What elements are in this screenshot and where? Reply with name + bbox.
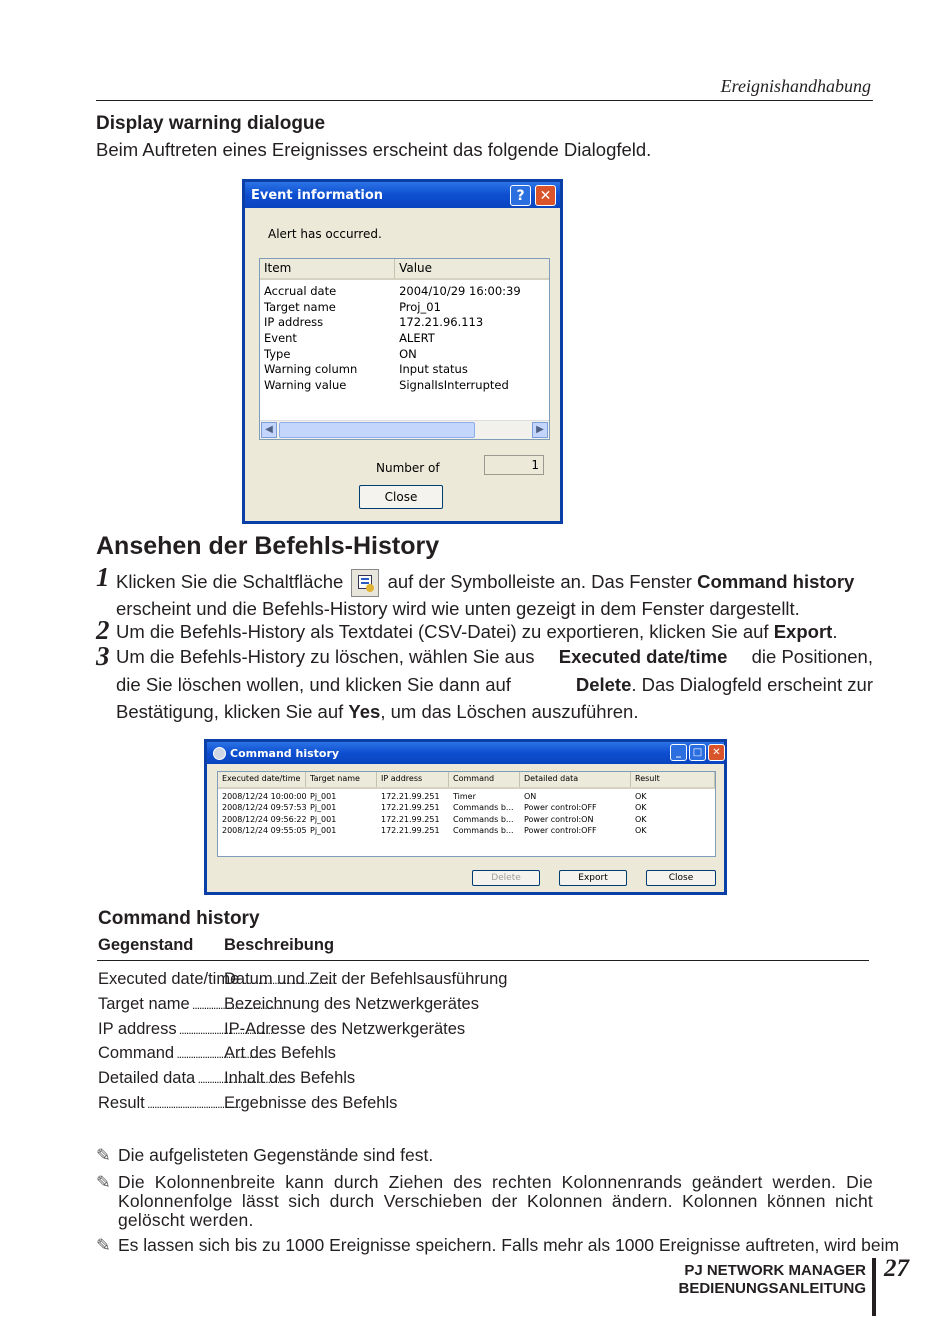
note-3: ✎ Es lassen sich bis zu 1000 Ereignisse speichern. Falls mehr als 1000 Ereignisse auftreten, wird beim [96, 1235, 900, 1255]
history-cell: Timer [453, 792, 476, 801]
pencil-note-icon: ✎ [96, 1235, 111, 1255]
footer-title [678, 1262, 866, 1298]
history-cell: Power control:OFF [524, 825, 597, 835]
column-header-value[interactable]: Value [399, 261, 433, 275]
history-cell: 2008/12/24 09:57:53 [222, 803, 307, 813]
step-3-line-2: die Sie löschen wollen, und klicken Sie dann auf Delete. Das Dialogfeld erscheint zur [116, 674, 873, 695]
event-item-cell: Event [264, 331, 297, 346]
history-list-row[interactable] [218, 825, 715, 836]
event-item-cell: Warning value [264, 378, 347, 393]
table-term: Command ..... [98, 1044, 224, 1063]
header-rule [96, 100, 873, 101]
history-cell: Commands b... [453, 825, 514, 835]
running-head: Ereignishandhabung [720, 76, 871, 96]
table-rule [97, 960, 869, 961]
table-term: IP address ..... [98, 1020, 224, 1039]
scroll-right-icon[interactable]: ▶ [532, 422, 548, 438]
history-cell: 172.21.99.251 [381, 825, 440, 835]
export-button[interactable]: Export [559, 870, 627, 886]
history-dialog-titlebar [207, 742, 724, 764]
event-list-row[interactable] [260, 300, 549, 316]
column-header-executed[interactable]: Executed date/time [218, 772, 306, 787]
history-close-button[interactable]: Close [646, 870, 716, 886]
section-title-history: Ansehen der Befehls-History [96, 532, 440, 560]
history-cell: Pj_001 [310, 814, 337, 824]
event-item-cell: Warning column [264, 362, 358, 377]
footer-line-2: BEDIENUNGSANLEITUNG [678, 1280, 866, 1297]
history-cell: Pj_001 [310, 825, 337, 835]
app-icon [213, 747, 226, 760]
command-history-toolbar-icon [351, 569, 379, 597]
step-number-1: 1 [96, 562, 110, 592]
history-list-row[interactable] [218, 802, 715, 813]
history-cell: Commands b... [453, 814, 514, 824]
event-item-cell: IP address [264, 315, 324, 330]
table-description: Bezeichnung des Netzwerkgerätes [224, 994, 479, 1013]
table-description: IP-Adresse des Netzwerkgerätes [224, 1019, 466, 1038]
pencil-note-icon: ✎ [96, 1145, 111, 1165]
event-list-row[interactable] [260, 284, 549, 300]
section-intro: Beim Auftreten eines Ereignisses erscheint das folgende Dialogfeld. [96, 139, 652, 160]
history-cell: Commands b... [453, 803, 514, 813]
table-header-item: Gegenstand [98, 936, 194, 954]
step-number-2: 2 [96, 615, 110, 645]
minimize-icon[interactable]: _ [670, 744, 687, 761]
column-header-ip[interactable]: IP address [377, 772, 449, 787]
table-row [98, 995, 479, 1014]
event-item-cell: Accrual date [264, 284, 337, 298]
history-list-header [218, 772, 715, 789]
history-cell: OK [635, 825, 647, 835]
column-header-detailed[interactable]: Detailed data [520, 772, 631, 787]
history-list-view[interactable] [217, 771, 716, 857]
event-information-dialog [242, 179, 563, 524]
history-cell: 172.21.99.251 [381, 803, 440, 813]
table-header-description: Beschreibung [224, 936, 335, 954]
history-list-row[interactable] [218, 791, 715, 802]
event-list-row[interactable] [260, 378, 549, 394]
window-close-icon[interactable]: ✕ [708, 744, 725, 761]
event-list-view[interactable] [259, 258, 550, 440]
step-3-line-1: Um die Befehls-History zu löschen, wählen Sie aus Executed date/time die Positionen, [116, 646, 873, 667]
command-history-dialog [204, 739, 727, 895]
alert-message: Alert has occurred. [268, 227, 382, 241]
help-icon[interactable]: ? [510, 185, 531, 206]
table-row [98, 1069, 355, 1088]
history-cell: 172.21.99.251 [381, 792, 440, 801]
table-term: Executed date/time ..... [98, 970, 224, 989]
event-value-cell: Proj_01 [399, 299, 441, 314]
event-item-cell: Target name [264, 299, 336, 314]
history-list-row[interactable] [218, 814, 715, 825]
history-cell: Power control:ON [524, 814, 594, 824]
maximize-icon[interactable]: □ [689, 744, 706, 761]
event-value-cell: ALERT [399, 331, 435, 346]
history-cell: ON [524, 792, 537, 801]
page-number-bar [872, 1258, 876, 1316]
history-cell: Pj_001 [310, 803, 337, 813]
pencil-note-icon: ✎ [96, 1172, 111, 1192]
step-number-3: 3 [96, 641, 110, 671]
section-title-warning: Display warning dialogue [96, 113, 326, 134]
step-3-line-3: Bestätigung, klicken Sie auf Yes, um das Löschen auszuführen. [116, 701, 639, 722]
footer-line-1: PJ NETWORK MANAGER [684, 1262, 866, 1279]
table-term: Detailed data ..... [98, 1069, 224, 1088]
note-2: ✎ Die Kolonnenbreite kann durch Ziehen des rechten Kolonnenrands geändert werden. Die Kolonnenfolge lässt sich durch Verschieben der Kolonnen ändern. Kolonnen können nicht gelöscht werden. [96, 1172, 873, 1230]
column-header-result[interactable]: Result [631, 772, 715, 787]
step-2-text: Um die Befehls-History als Textdatei (CSV-Datei) zu exportieren, klicken Sie auf Export. [116, 621, 838, 642]
event-list-row[interactable] [260, 362, 549, 378]
table-row [98, 1044, 336, 1063]
history-dialog-title: Command history [230, 746, 340, 760]
table-description: Inhalt des Befehls [224, 1069, 356, 1088]
column-header-item[interactable]: Item [260, 259, 395, 278]
event-list-row[interactable] [260, 331, 549, 347]
event-list-row[interactable] [260, 315, 549, 331]
step-1-line-2: erscheint und die Befehls-History wird wie unten gezeigt in dem Fenster dargestellt. [116, 598, 800, 619]
history-cell: 172.21.99.251 [381, 814, 440, 824]
history-cell: 2008/12/24 10:00:00 [222, 792, 307, 801]
event-value-cell: Input status [399, 362, 468, 377]
event-value-cell: SignalIsInterrupted [399, 378, 509, 393]
table-term: Result ..... [98, 1094, 224, 1113]
history-cell: OK [635, 792, 647, 801]
event-list-hscrollbar[interactable] [260, 420, 549, 439]
event-value-cell: 172.21.96.113 [399, 315, 484, 330]
note-1: ✎ Die aufgelisteten Gegenstände sind fest. [96, 1145, 434, 1165]
history-cell: 2008/12/24 09:55:05 [222, 825, 307, 835]
history-cell: 2008/12/24 09:56:22 [222, 814, 307, 824]
event-item-cell: Type [264, 346, 291, 361]
delete-button[interactable]: Delete [472, 870, 540, 886]
table-description: Ergebnisse des Befehls [224, 1094, 398, 1112]
table-row [98, 1094, 397, 1113]
event-list-row[interactable] [260, 347, 549, 363]
history-cell: Power control:OFF [524, 803, 597, 813]
close-icon[interactable]: ✕ [535, 185, 556, 206]
column-header-command[interactable]: Command [449, 772, 520, 787]
step-1-line-1: Klicken Sie die Schaltfläche auf der Symbolleiste an. Das Fenster Command history [116, 569, 854, 597]
history-cell: OK [635, 814, 647, 824]
event-dialog-title: Event information [251, 187, 384, 203]
close-button[interactable]: Close [359, 485, 443, 509]
event-value-cell: ON [399, 346, 417, 361]
event-list-header [260, 259, 549, 280]
table-title: Command history [98, 908, 260, 929]
history-cell: Pj_001 [310, 792, 337, 801]
history-cell: OK [635, 803, 647, 813]
table-description: Art des Befehls [224, 1044, 336, 1063]
event-value-cell: 2004/10/29 16:00:39 [399, 284, 521, 298]
number-of-label: Number of [376, 461, 440, 475]
scroll-left-icon[interactable]: ◀ [261, 422, 277, 438]
table-term: Target name ..... [98, 995, 224, 1014]
table-row [98, 970, 507, 989]
scroll-thumb[interactable] [279, 422, 475, 438]
table-row [98, 1020, 465, 1039]
column-header-target[interactable]: Target name [306, 772, 377, 787]
number-of-field: 1 [484, 455, 544, 475]
table-description: Datum und Zeit der Befehlsausführung [224, 970, 508, 988]
page-number: 27 [884, 1255, 909, 1282]
